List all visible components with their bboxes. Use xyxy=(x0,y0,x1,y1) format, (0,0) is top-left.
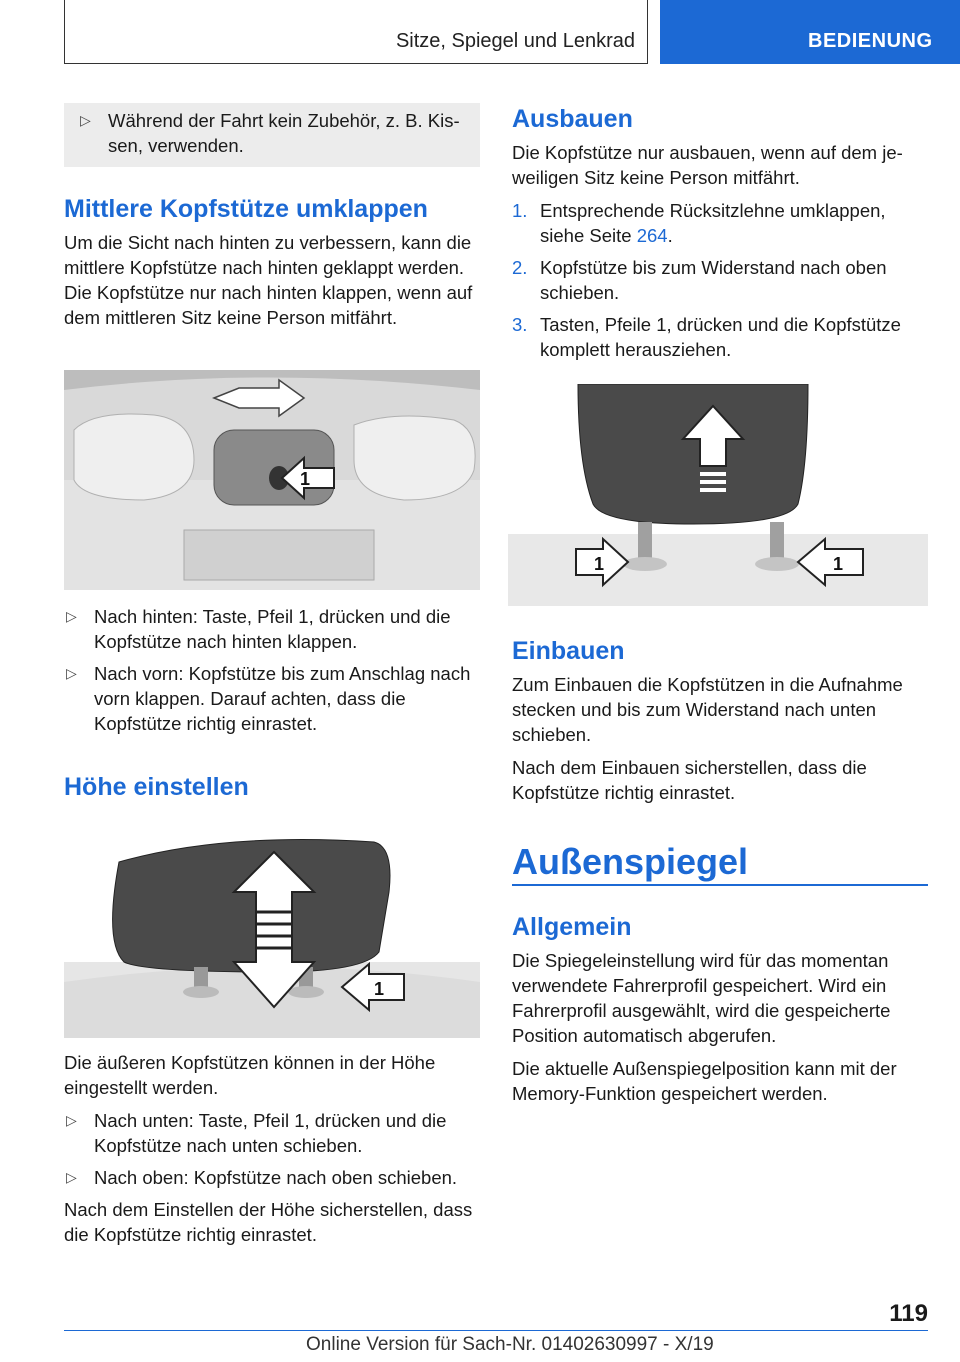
step-number: 1. xyxy=(512,200,528,221)
paragraph-remove: Die Kopfstütze nur ausbauen, wenn auf dem jeweiligen Sitz keine Person mitfährt. xyxy=(512,142,903,188)
triangle-bullet-icon: ▷ xyxy=(66,1169,77,1185)
height-text xyxy=(64,1050,480,1255)
height-section xyxy=(64,772,480,802)
heading-general: Allgemein xyxy=(512,913,632,941)
step-1 xyxy=(512,198,928,248)
paragraph-height: Die äußeren Kopfstützen können in der Höhe eingestellt werden. xyxy=(64,1052,436,1098)
figure-height-adjust xyxy=(64,832,480,1038)
triangle-bullet-icon: ▷ xyxy=(66,608,77,624)
bullet-down xyxy=(64,1108,480,1158)
step-text: Entsprechende Rücksitzlehne umklappen, siehe Seite xyxy=(540,200,886,246)
page-number: 119 xyxy=(889,1300,928,1327)
footer-rule xyxy=(64,1330,928,1331)
step-text-end: . xyxy=(667,225,673,246)
triangle-bullet-icon: ▷ xyxy=(80,112,91,128)
triangle-bullet-icon: ▷ xyxy=(66,665,77,681)
callout-label: 1 xyxy=(300,469,311,489)
chapter-title: BEDIENUNG xyxy=(808,30,933,52)
header-section-box xyxy=(64,0,648,64)
bullet-text: Nach oben: Kopfstütze nach oben schieben. xyxy=(94,1167,458,1188)
mid-headrest-section xyxy=(64,194,480,338)
remove-section xyxy=(512,104,928,369)
figure-rear-seats xyxy=(64,370,480,590)
bullet-text: Nach hinten: Taste, Pfeil 1, drücken und die Kopfstütze nach hinten klappen. xyxy=(94,606,451,652)
paragraph-height-end: Nach dem Einstellen der Höhe sicherstellen, dass die Kopfstütze richtig einrastet. xyxy=(64,1199,473,1245)
bullet-back xyxy=(64,604,480,654)
note-bullet xyxy=(78,108,470,158)
general-section xyxy=(512,912,928,1114)
step-number: 2. xyxy=(512,257,528,278)
callout-label: 1 xyxy=(594,554,605,574)
step-text: Kopfstütze bis zum Widerstand nach oben schieben. xyxy=(540,257,887,303)
paragraph-general-2: Die aktuelle Außenspiegelposition kann mit der Memory-Funktion gespeichert werden. xyxy=(512,1058,897,1104)
heading-mid-headrest: Mittlere Kopfstütze umklappen xyxy=(64,195,428,223)
heading-remove: Ausbauen xyxy=(512,105,633,133)
paragraph-install-1: Zum Einbauen die Kopfstützen in die Aufnahme stecken und bis zum Widerstand nach unten schieben. xyxy=(512,674,903,745)
figure-remove-headrest xyxy=(508,384,928,606)
callout-label: 1 xyxy=(833,554,844,574)
bullet-text: Nach unten: Taste, Pfeil 1, drücken und die Kopfstütze nach unten schieben. xyxy=(94,1110,447,1156)
footer-text: Online Version für Sach-Nr. 01402630997 - X/19 xyxy=(306,1334,714,1355)
step-number: 3. xyxy=(512,314,528,335)
triangle-bullet-icon: ▷ xyxy=(66,1112,77,1128)
paragraph-general-1: Die Spiegeleinstellung wird für das momentan verwendete Fahrerprofil gespeichert. Wird ein Fahrerprofil ausgewählt, wird die gespeicherte Position automatisch abgerufen. xyxy=(512,950,891,1046)
step-text: Tasten, Pfeile 1, drücken und die Kopfstütze komplett herausziehen. xyxy=(540,314,901,360)
note-text-block xyxy=(78,108,470,165)
page-link[interactable]: 264 xyxy=(636,225,668,246)
bullet-up xyxy=(64,1165,480,1190)
bullets-mid xyxy=(64,604,480,743)
paragraph-mid-headrest: Um die Sicht nach hinten zu verbessern, kann die mittlere Kopfstütze nach hinten geklappt werden. Die Kopfstütze nur nach hinten klappen, wenn auf dem mittleren Sitz keine Person mitfährt. xyxy=(64,232,473,328)
note-text: Während der Fahrt kein Zubehör, z. B. Kissen, verwenden. xyxy=(108,110,460,156)
install-section xyxy=(512,636,928,813)
heading-rule xyxy=(512,884,928,886)
bullet-forward xyxy=(64,661,480,736)
step-3 xyxy=(512,312,928,362)
header-chapter-box xyxy=(660,0,960,64)
callout-label: 1 xyxy=(374,979,385,999)
section-title: Sitze, Spiegel und Lenkrad xyxy=(395,30,635,52)
heading-install: Einbauen xyxy=(512,637,625,665)
heading-height: Höhe einstellen xyxy=(64,773,249,801)
step-2 xyxy=(512,255,928,305)
heading-mirrors: Außenspiegel xyxy=(512,841,749,882)
mirror-section xyxy=(512,840,928,884)
paragraph-install-2: Nach dem Einbauen sicherstellen, dass die Kopfstütze richtig einrastet. xyxy=(512,757,867,803)
bullet-text: Nach vorn: Kopfstütze bis zum Anschlag nach vorn klappen. Darauf achten, dass die Kopfstütze richtig einrastet. xyxy=(94,663,471,734)
